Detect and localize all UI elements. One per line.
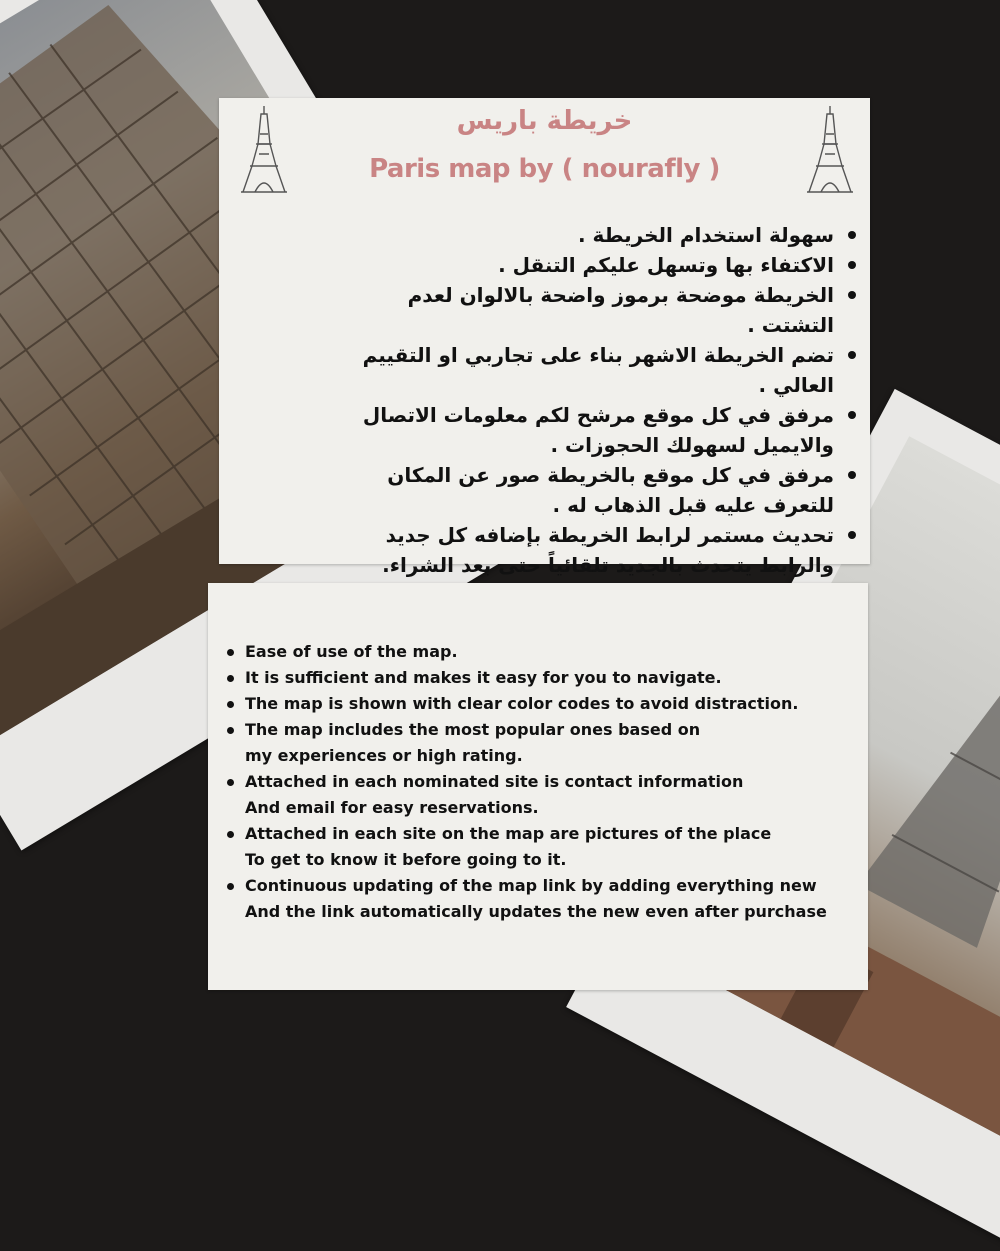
list-item: الخريطة موضحة برموز واضحة بالالوان لعدم التشتت .: [329, 280, 834, 340]
arabic-info-card: [219, 98, 870, 577]
list-item: Attached in each site on the map are pictures of the place To get to know it before going to it.: [244, 821, 862, 873]
list-item: مرفق في كل موقع مرشح لكم معلومات الاتصال والايميل لسهولك الحجوزات .: [329, 400, 834, 460]
list-item: Continuous updating of the map link by adding everything new And the link automatically updates the new even after purchase: [244, 873, 862, 925]
list-item: الاكتفاء بها وتسهل عليكم التنقل .: [329, 250, 834, 280]
list-item: The map includes the most popular ones based on my experiences or high rating.: [244, 717, 862, 769]
list-item: مرفق في كل موقع بالخريطة صور عن المكان للتعرف عليه قبل الذهاب له .: [329, 460, 834, 520]
english-feature-list: [244, 639, 862, 925]
list-item: The map is shown with clear color codes to avoid distraction.: [244, 691, 862, 717]
list-item: It is sufficient and makes it easy for you to navigate.: [244, 665, 862, 691]
english-title: Paris map by ( nourafly ): [369, 154, 720, 184]
list-item: Ease of use of the map.: [244, 639, 862, 665]
list-item: سهولة استخدام الخريطة .: [329, 220, 834, 250]
list-item: تضم الخريطة الاشهر بناء على تجاربي او التقييم العالي .: [329, 340, 834, 400]
arabic-feature-list: [329, 220, 856, 580]
list-item: تحديث مستمر لرابط الخريطة بإضافه كل جديد والرابط يتحدث بالجديد تلقائياً حتى بعد الشراء.: [329, 520, 834, 580]
arabic-title: خريطة باريس: [456, 106, 633, 136]
english-info-card: [208, 583, 868, 990]
list-item: Attached in each nominated site is contact information And email for easy reservations.: [244, 769, 862, 821]
